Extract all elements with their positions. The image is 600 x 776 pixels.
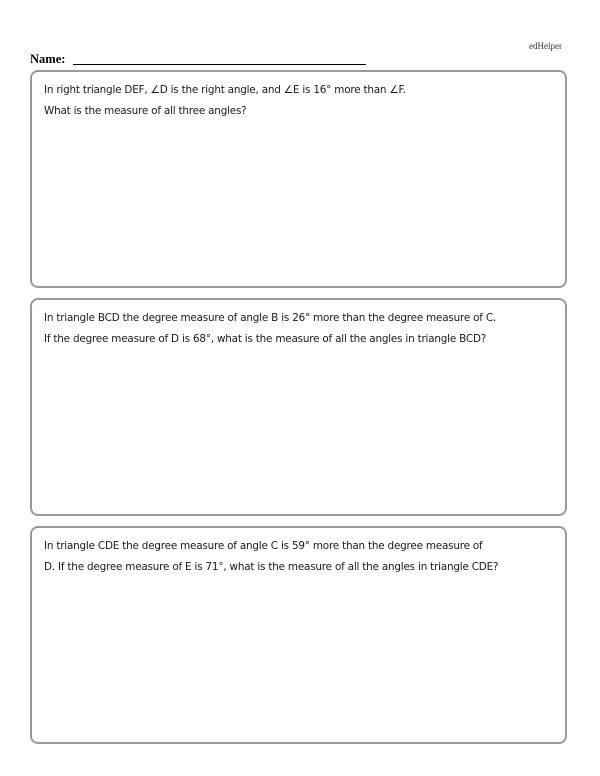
problem-1-line-2: What is the measure of all three angles?: [44, 105, 247, 117]
brand-label: edHelper: [529, 41, 562, 51]
problem-text-3: [44, 536, 555, 578]
name-blank-line: [73, 64, 366, 65]
problem-1-line-1: In right triangle DEF, ∠D is the right angle, and ∠E is 16° more than ∠F.: [44, 84, 406, 96]
problem-text-2: [44, 308, 555, 350]
problem-box-1: [30, 70, 567, 288]
name-label: Name:: [30, 52, 66, 66]
name-row: [30, 52, 366, 67]
problem-2-line-2: If the degree measure of D is 68°, what is the measure of all the angles in triangle BCD?: [44, 333, 487, 345]
problem-box-3: [30, 526, 567, 744]
problem-3-line-1: In triangle CDE the degree measure of angle C is 59° more than the degree measure of: [44, 540, 483, 552]
problem-3-line-2: D. If the degree measure of E is 71°, what is the measure of all the angles in triangle CDE?: [44, 561, 499, 573]
problem-box-2: [30, 298, 567, 516]
problem-2-line-1: In triangle BCD the degree measure of angle B is 26° more than the degree measure of C.: [44, 312, 497, 324]
problem-text-1: [44, 80, 555, 122]
